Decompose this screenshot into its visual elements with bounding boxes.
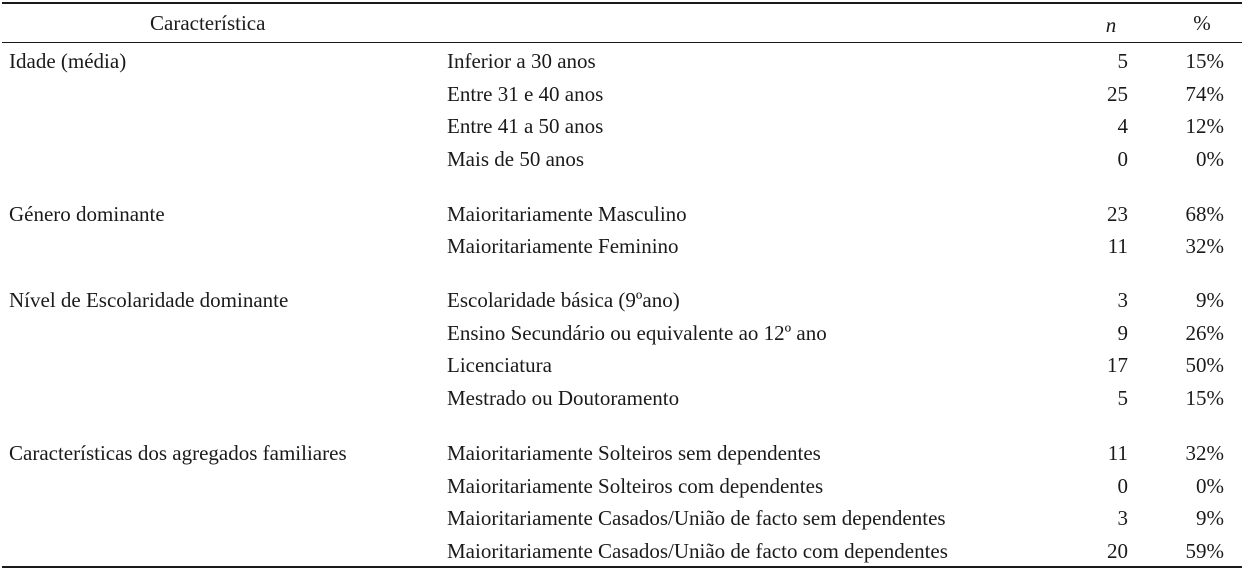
row-label: Escolaridade básica (9ºano)	[447, 288, 680, 312]
row-percent-value: 12%	[1185, 114, 1224, 139]
category-label: Características dos agregados familiares	[9, 441, 347, 465]
row-percent-value: 32%	[1185, 441, 1224, 465]
row-n-value: 23	[1107, 202, 1128, 226]
row-label: Mestrado ou Doutoramento	[447, 386, 680, 411]
row-label: Maioritariamente Solteiros sem dependentes	[447, 441, 821, 465]
row-n-value: 5	[1117, 386, 1128, 411]
row-n-value: 4	[1117, 114, 1128, 139]
table-top-rule	[2, 2, 1242, 4]
row-percent-value: 68%	[1185, 202, 1224, 226]
row-percent-value: 0%	[1196, 147, 1224, 172]
header-percent: %	[1193, 11, 1211, 35]
row-label: Maioritariamente Casados/União de facto com dependentes	[447, 539, 948, 564]
row-label: Ensino Secundário ou equivalente ao 12º ano	[447, 320, 827, 345]
characteristics-table	[2, 2, 1242, 568]
row-n-value: 11	[1107, 234, 1128, 258]
header-n: n	[1105, 13, 1117, 37]
row-percent-value: 59%	[1185, 539, 1224, 564]
row-label: Inferior a 30 anos	[447, 49, 596, 73]
row-n-value: 25	[1107, 81, 1128, 106]
row-percent-value: 15%	[1185, 49, 1224, 73]
row-label: Mais de 50 anos	[447, 147, 585, 172]
row-label: Maioritariamente Masculino	[447, 202, 687, 226]
row-percent-value: 9%	[1196, 506, 1224, 531]
row-n-value: 11	[1107, 441, 1128, 465]
row-n-value: 17	[1107, 353, 1128, 378]
header-rule	[2, 42, 1242, 43]
row-percent-value: 15%	[1185, 386, 1224, 411]
row-n-value: 9	[1117, 320, 1128, 345]
row-label: Entre 31 e 40 anos	[447, 81, 604, 106]
row-n-value: 0	[1117, 473, 1128, 498]
row-label: Maioritariamente Casados/União de facto sem dependentes	[447, 506, 946, 531]
row-label: Entre 41 a 50 anos	[447, 114, 604, 139]
category-label: Idade (média)	[9, 49, 127, 73]
category-label: Género dominante	[9, 202, 165, 226]
row-percent-value: 50%	[1185, 353, 1224, 378]
row-n-value: 20	[1107, 539, 1128, 564]
row-percent-value: 32%	[1185, 234, 1224, 258]
row-n-value: 3	[1117, 288, 1128, 312]
row-label: Maioritariamente Solteiros com dependentes	[447, 473, 824, 498]
row-n-value: 0	[1117, 147, 1128, 172]
row-percent-value: 74%	[1185, 81, 1224, 106]
row-n-value: 3	[1117, 506, 1128, 531]
row-label: Maioritariamente Feminino	[447, 234, 679, 258]
row-percent-value: 26%	[1185, 320, 1224, 345]
row-percent-value: 0%	[1196, 473, 1224, 498]
category-label: Nível de Escolaridade dominante	[9, 288, 289, 312]
table-bottom-rule	[2, 566, 1242, 568]
row-percent-value: 9%	[1196, 288, 1224, 312]
header-characteristic: Característica	[150, 11, 266, 35]
row-n-value: 5	[1117, 49, 1128, 73]
row-label: Licenciatura	[447, 353, 552, 378]
